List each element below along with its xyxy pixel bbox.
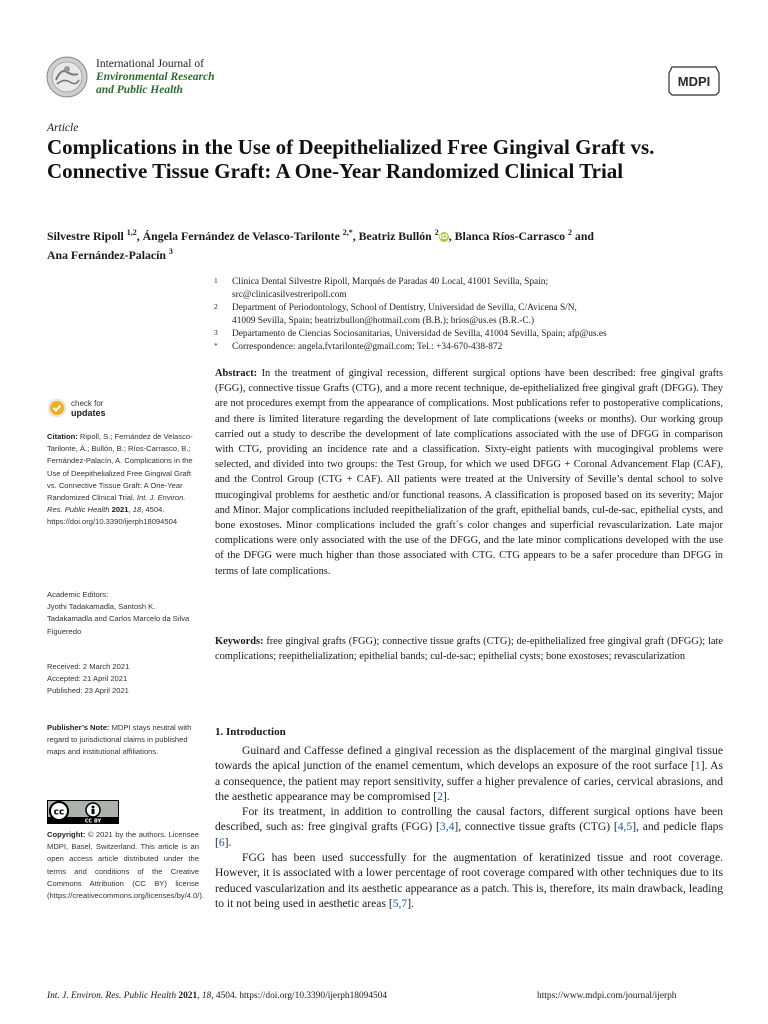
footer-journal-url[interactable]: https://www.mdpi.com/journal/ijerph [537,991,677,1001]
affiliation-line: Correspondence: angela.fvtarilonte@gmail.com; Tel.: +34-670-438-872 [232,342,503,352]
check-updates-line2: updates [71,408,106,418]
paragraph-text: ], connective tissue grafts (CTG) [ [454,820,618,834]
section-heading-introduction: 1. Introduction [215,726,286,738]
citation-journal: Int. J. Environ. Res. Public Health [47,493,186,515]
footer-volume: 18 [201,991,212,1001]
article-type: Article [47,122,79,134]
published-date: Published: 23 April 2021 [47,686,129,696]
citation-label: Citation: [47,432,78,441]
copyright-notice [47,829,204,902]
affiliation-line: Department of Periodontology, School of Dentistry, Universidad de Sevilla, C/Avicena S/N, [232,303,577,313]
reference-link[interactable]: 6 [218,835,225,849]
journal-name-line1: International Journal of [96,58,204,70]
introduction-paragraph [215,850,723,911]
received-date: Received: 2 March 2021 [47,662,130,671]
paragraph-text: ], and pedicle flaps [ [215,820,723,849]
affiliation-marker: 2 [214,302,218,311]
academic-editors [47,589,199,638]
publishers-note-text: MDPI stays neutral with regard to jurisdictional claims in published maps and institutional affiliations. [47,723,192,757]
affiliation-line: Departamento de Ciencias Sociosanitarias, Universidad de Sevilla, 41004 Sevilla, Spain; afp@us.es [232,329,607,339]
journal-name [96,58,215,97]
paragraph-text: For its treatment, in addition to controlling the causal factors, different surgical options have been described, such as: free gingival grafts (FGG) [ [215,805,723,834]
author-name: Ana Fernández-Palacín [47,247,166,262]
publication-dates [47,661,199,698]
mdpi-logo-text: MDPI [677,74,711,89]
paragraph-text: Guinard and Caffesse defined a gingival recession as the displacement of the marginal gingival tissue towards the apical junction of the enamel cementum, which develops an exposure of the root surface [ [215,744,723,773]
check-for-updates-button[interactable] [47,398,167,420]
affiliation-marker: 3 [214,328,218,337]
footer-year: 2021 [178,991,198,1001]
reference-link[interactable]: 2 [437,789,443,803]
mdpi-logo [666,64,722,98]
editors-text: Jyothi Tadakamadla, Santosh K. Tadakamadla and Carlos Marcelo da Silva Figueredo [47,602,190,636]
abstract [215,366,723,579]
author-name: Ángela Fernández de Velasco-Tarilonte [142,228,340,243]
affiliation-item [214,328,724,341]
journal-logo-icon [46,56,88,98]
affiliation-item [214,302,724,328]
affiliation-line: 41009 Sevilla, Spain; beatrizbullon@hotmail.com (B.B.); brios@us.es (B.R.-C.) [232,316,535,326]
citation-volume: 18 [132,505,142,515]
publishers-note-label: Publisher’s Note: [47,723,110,732]
editors-label: Academic Editors: [47,590,109,599]
affiliation-item [214,276,724,302]
author-name: Blanca Ríos-Carrasco [454,228,566,243]
introduction-paragraph [215,743,723,804]
author-affiliation-marker: 2,* [342,228,353,237]
citation-block: Citation: Ripoll, S.; Fernández de Velasco-Tarilonte, Á.; Bullón, B.; Ríos-Carrasco, B.; Fernández-Palacín, A. Complications in the Use of Deepithelialized Free Gingival Graft vs. Connective Tissue Graft: A One-Year Randomized Clinical Trial. Int. J. Environ. Res. Public Health 2021, 18, 4504. https://doi.org/10.3390/ijerph18094504 [47,432,193,527]
affiliation-item [214,341,724,354]
reference-link[interactable]: 1 [694,759,701,773]
introduction-body [215,743,723,911]
footer-doi[interactable]: , 4504. https://doi.org/10.3390/ijerph18094504 [211,991,388,1001]
author-affiliation-marker: 2 [434,228,439,237]
accepted-date: Accepted: 21 April 2021 [47,674,128,684]
abstract-label: Abstract: [215,368,258,379]
author-list: Silvestre Ripoll $^{1,2}$, Ángela Fernández de Velasco-Tarilonte $^{2,*}$, Beatriz Bullón $^2$iD, Blanca Ríos-Carrasco $^2$ and Ana Fernández-Palacín $^3$ [47,228,594,262]
svg-text:cc: cc [53,807,65,818]
paragraph-text: FGG has been used successfully for the augmentation of keratinized tissue and root coverage. However, it is associated with a lower percentage of root coverage compared with other techniques due to its reduced vascularization and its aesthetic appearance as a patch. This is, therefore, its main drawback, leading to it not being used in aesthetic areas [ [215,851,723,910]
copyright-label: Copyright: [47,830,86,839]
affiliation-marker: * [214,341,218,350]
affiliation-marker: 1 [214,276,218,285]
abstract-text: In the treatment of gingival recession, different surgical options have been described: free gingival grafts (FGG), connective tissue Grafts (CTG), and a more recent technique, de-epithelialized free gingival graft (DFGG). They are not procedures exempt from the appearance of complications. Most publications refer to postoperative complications, and there is limited literature regarding the development of late complications (weeks or months). Our working group carried out a study to describe the development of late complications associated with the use of DFGG in comparison with CTG, providing an incidence rate and a classification. Sixty-eight patients with mucogingival problems were selected, and divided into two groups: the Test Group, for which we used DFGG + Coronal Advancement Flap (CAF), and the Control Group (CTG + CAF). All patients were treated at the University of Seville’s dental school to solve mucogingival problems for aesthetic and/or functional reasons. A classification is proposed based on its severity; Major and Minor. Major complications included reepithelialization of the graft, epithelial bands, cul-de-sac, epithelial cysts, and bone exostoses. Minor complications included the graft´s color changes and superficial revascularization. Late major complications were only associated with the use of the DFGG, and the late minor complications developed with the use of the DFGG were much higher than those associated with CTG. CTG appears to be a safer procedure than DFGG in terms of late complications. [215,368,723,577]
citation-text: Ripoll, S.; Fernández de Velasco-Tarilonte, Á.; Bullón, B.; Ríos-Carrasco, B.; Fernández-Palacín, A. Complications in the Use of Deepithelialized Free Gingival Graft vs. Connective Tissue Graft: A One-Year Randomized Clinical Trial. [47,432,193,503]
paragraph-text: ]. [224,835,232,849]
check-updates-icon [47,398,67,418]
keywords-text: free gingival grafts (FGG); connective tissue grafts (CTG); de-epithelialized free gingival graft (DFGG); late complications; reepithelialization; epithelial bands; cul-de-sac; epithelial cysts; bone exostoses; revascularization [215,636,723,663]
affiliations [214,276,724,354]
article-title: Complications in the Use of Deepithelialized Free Gingival Graft vs. Connective Tissue Graft: A One-Year Randomized Clinical Trial [47,135,655,183]
paragraph-text: ]. [407,896,414,910]
journal-name-line2: Environmental Research [96,71,215,83]
introduction-paragraph [215,804,723,850]
reference-link[interactable]: 5,7 [392,896,408,910]
footer-journal: Int. J. Environ. Res. Public Health [47,991,177,1001]
author-name: Silvestre Ripoll [47,228,124,243]
author-name: Beatriz Bullón [358,228,432,243]
affiliation-line: Clínica Dental Silvestre Ripoll, Marqués de Paradas 40 Local, 41001 Sevilla, Spain; [232,277,549,287]
keywords-label: Keywords: [215,636,264,647]
reference-link[interactable]: 4,5 [617,820,633,834]
check-updates-line1: check for [71,399,104,408]
orcid-icon[interactable]: iD [439,232,448,241]
reference-link[interactable]: 3,4 [439,820,455,834]
journal-name-line3: and Public Health [96,84,183,96]
author-affiliation-marker: 2 [567,228,572,237]
author-affiliation-marker: 3 [168,246,173,256]
citation-doi[interactable]: , 4504. https://doi.org/10.3390/ijerph18094504 [47,505,178,527]
paragraph-text: ]. [442,789,450,803]
paragraph-text: ]. As a consequence, the patient may report sensitivity, suffer a higher prevalence of caries, cervical abrasions, and the aesthetic appearance may be compromised [ [215,759,723,803]
cc-badge-text: CC BY [84,818,102,824]
citation-year: 2021 [111,505,129,515]
cc-by-license-icon[interactable] [47,800,119,824]
footer-citation: Int. J. Environ. Res. Public Health 2021, 18, 4504. https://doi.org/10.3390/ijerph18094504 [47,991,388,1001]
affiliation-line: src@clinicasilvestreripoll.com [232,290,347,300]
author-affiliation-marker: 1,2 [126,228,137,237]
publishers-note [47,722,199,759]
keywords [215,634,723,664]
copyright-text: © 2021 by the authors. Licensee MDPI, Basel, Switzerland. This article is an open access article distributed under the terms and conditions of the Creative Commons Attribution (CC BY) license (https://creativecommons.org/licenses/by/4.0/). [47,830,204,901]
